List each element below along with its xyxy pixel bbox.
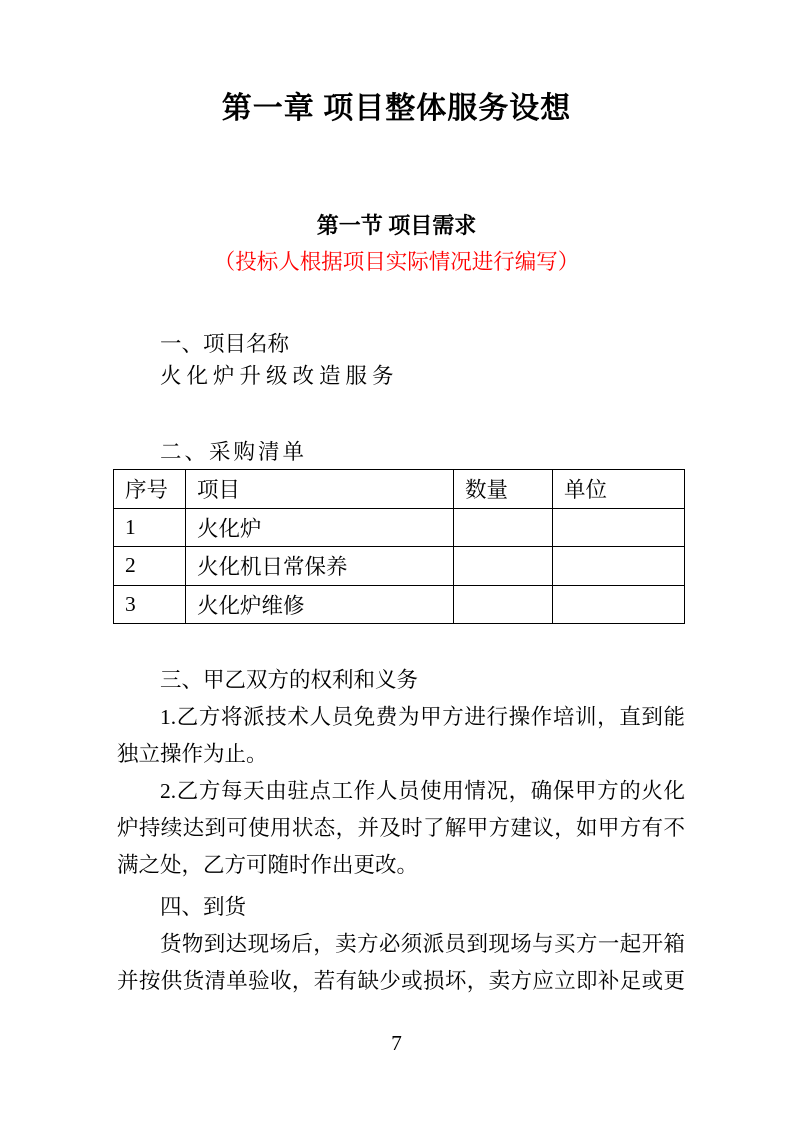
heading-rights-obligations: 三、甲乙双方的权利和义务 (160, 668, 419, 692)
paragraph-line: 独立操作为止。 (117, 742, 268, 766)
table-header-row (114, 470, 685, 509)
table-row (114, 585, 685, 624)
cell-qty (454, 508, 553, 547)
header-cell-unit: 单位 (553, 470, 685, 509)
paragraph-line: 并按供货清单验收，若有缺少或损坏，卖方应立即补足或更 (117, 969, 685, 993)
cell-qty (454, 585, 553, 624)
heading-delivery: 四、到货 (160, 895, 247, 919)
cell-item: 火化炉维修 (186, 585, 454, 624)
paragraph-line: 炉持续达到可使用状态，并及时了解甲方建议，如甲方有不 (117, 816, 685, 840)
section-title: 第一节 项目需求 (316, 213, 477, 238)
procurement-table (113, 469, 685, 624)
cell-no: 3 (114, 585, 186, 624)
heading-project-name: 一、项目名称 (160, 332, 290, 356)
cell-no: 2 (114, 547, 186, 586)
paragraph-line: 1.乙方将派技术人员免费为甲方进行操作培训，直到能 (160, 705, 685, 729)
editor-note: （投标人根据项目实际情况进行编写） (213, 250, 580, 274)
header-cell-qty: 数量 (454, 470, 553, 509)
header-cell-no: 序号 (114, 470, 186, 509)
heading-procurement-list: 二、采购清单 (160, 440, 308, 464)
cell-unit (553, 547, 685, 586)
table-row (114, 547, 685, 586)
chapter-title: 第一章 项目整体服务设想 (221, 92, 572, 125)
header-cell-item: 项目 (186, 470, 454, 509)
page-number: 7 (391, 1031, 402, 1055)
cell-unit (553, 508, 685, 547)
cell-no: 1 (114, 508, 186, 547)
cell-qty (454, 547, 553, 586)
project-name-value: 火化炉升级改造服务 (160, 364, 399, 388)
paragraph-line: 货物到达现场后，卖方必须派员到现场与买方一起开箱 (160, 932, 685, 956)
cell-item: 火化炉 (186, 508, 454, 547)
cell-unit (553, 585, 685, 624)
cell-item: 火化机日常保养 (186, 547, 454, 586)
table-row (114, 508, 685, 547)
paragraph-line: 2.乙方每天由驻点工作人员使用情况，确保甲方的火化 (160, 779, 685, 803)
paragraph-line: 满之处，乙方可随时作出更改。 (117, 853, 419, 877)
